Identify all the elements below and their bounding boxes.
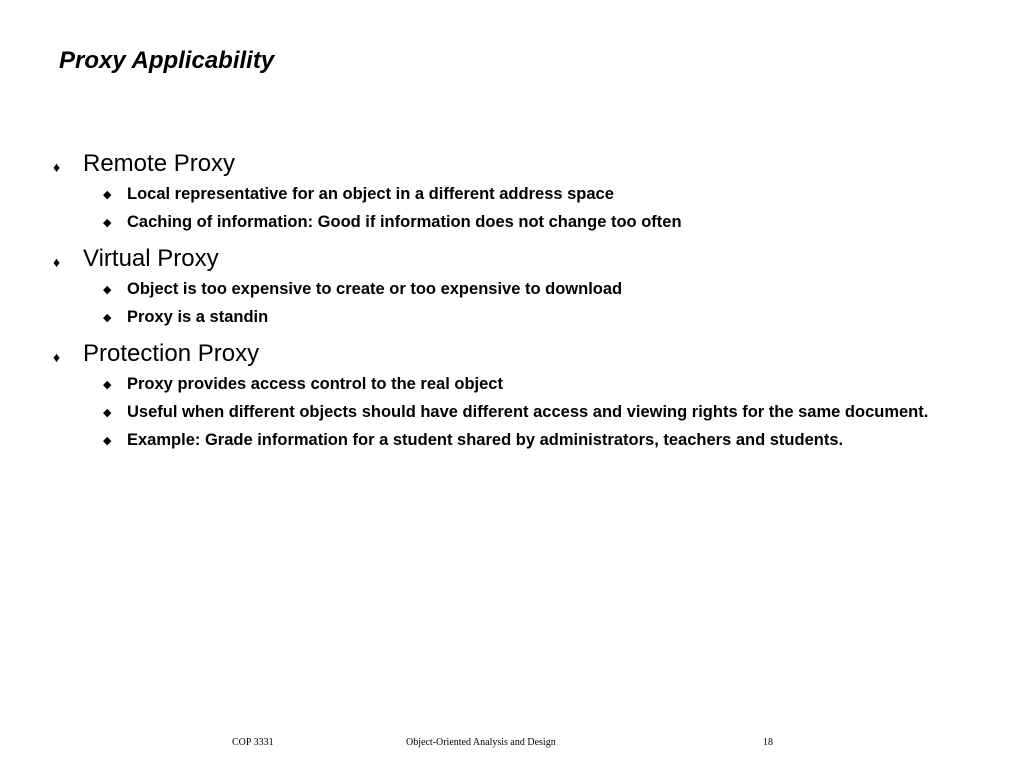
diamond-bullet-icon: ♦	[53, 254, 61, 270]
sub-item-text: Example: Grade information for a student shared by administrators, teachers and students.	[127, 431, 844, 449]
diamond-bullet-icon: ◆	[103, 189, 112, 201]
sub-item-text: Object is too expensive to create or too expensive to download	[127, 280, 623, 298]
sub-item-text: Caching of information: Good if information does not change too often	[127, 213, 682, 231]
sub-item-text: Useful when different objects should have different access and viewing rights for the same document.	[127, 403, 929, 421]
sub-list	[0, 374, 1024, 451]
topic-label: Remote Proxy	[83, 150, 236, 177]
diamond-bullet-icon: ◆	[103, 312, 112, 324]
slide-title: Proxy Applicability	[59, 47, 275, 74]
topic-protection-proxy	[0, 338, 1024, 451]
diamond-bullet-icon: ◆	[103, 407, 112, 419]
sub-item	[103, 402, 947, 423]
footer-page-number: 18	[763, 737, 773, 748]
sub-item-text: Proxy is a standin	[127, 308, 269, 326]
sub-list	[0, 184, 1024, 233]
sub-item	[103, 279, 947, 300]
sub-item-text: Local representative for an object in a different address space	[127, 185, 614, 203]
topic-virtual-proxy	[0, 243, 1024, 328]
diamond-bullet-icon: ♦	[53, 349, 61, 365]
diamond-bullet-icon: ♦	[53, 159, 61, 175]
sub-item	[103, 374, 947, 395]
sub-list	[0, 279, 1024, 328]
footer-course: COP 3331	[232, 737, 274, 748]
topic-label: Virtual Proxy	[83, 245, 219, 272]
topic-label: Protection Proxy	[83, 340, 260, 367]
diamond-bullet-icon: ◆	[103, 217, 112, 229]
sub-item	[103, 307, 947, 328]
sub-item-text: Proxy provides access control to the real object	[127, 375, 503, 393]
footer-course-title: Object-Oriented Analysis and Design	[406, 737, 556, 748]
sub-item	[103, 430, 947, 451]
sub-item	[103, 212, 947, 233]
diamond-bullet-icon: ◆	[103, 284, 112, 296]
sub-item	[103, 184, 947, 205]
topic-remote-proxy	[0, 148, 1024, 233]
bullet-list	[0, 148, 1024, 461]
diamond-bullet-icon: ◆	[103, 379, 112, 391]
diamond-bullet-icon: ◆	[103, 435, 112, 447]
